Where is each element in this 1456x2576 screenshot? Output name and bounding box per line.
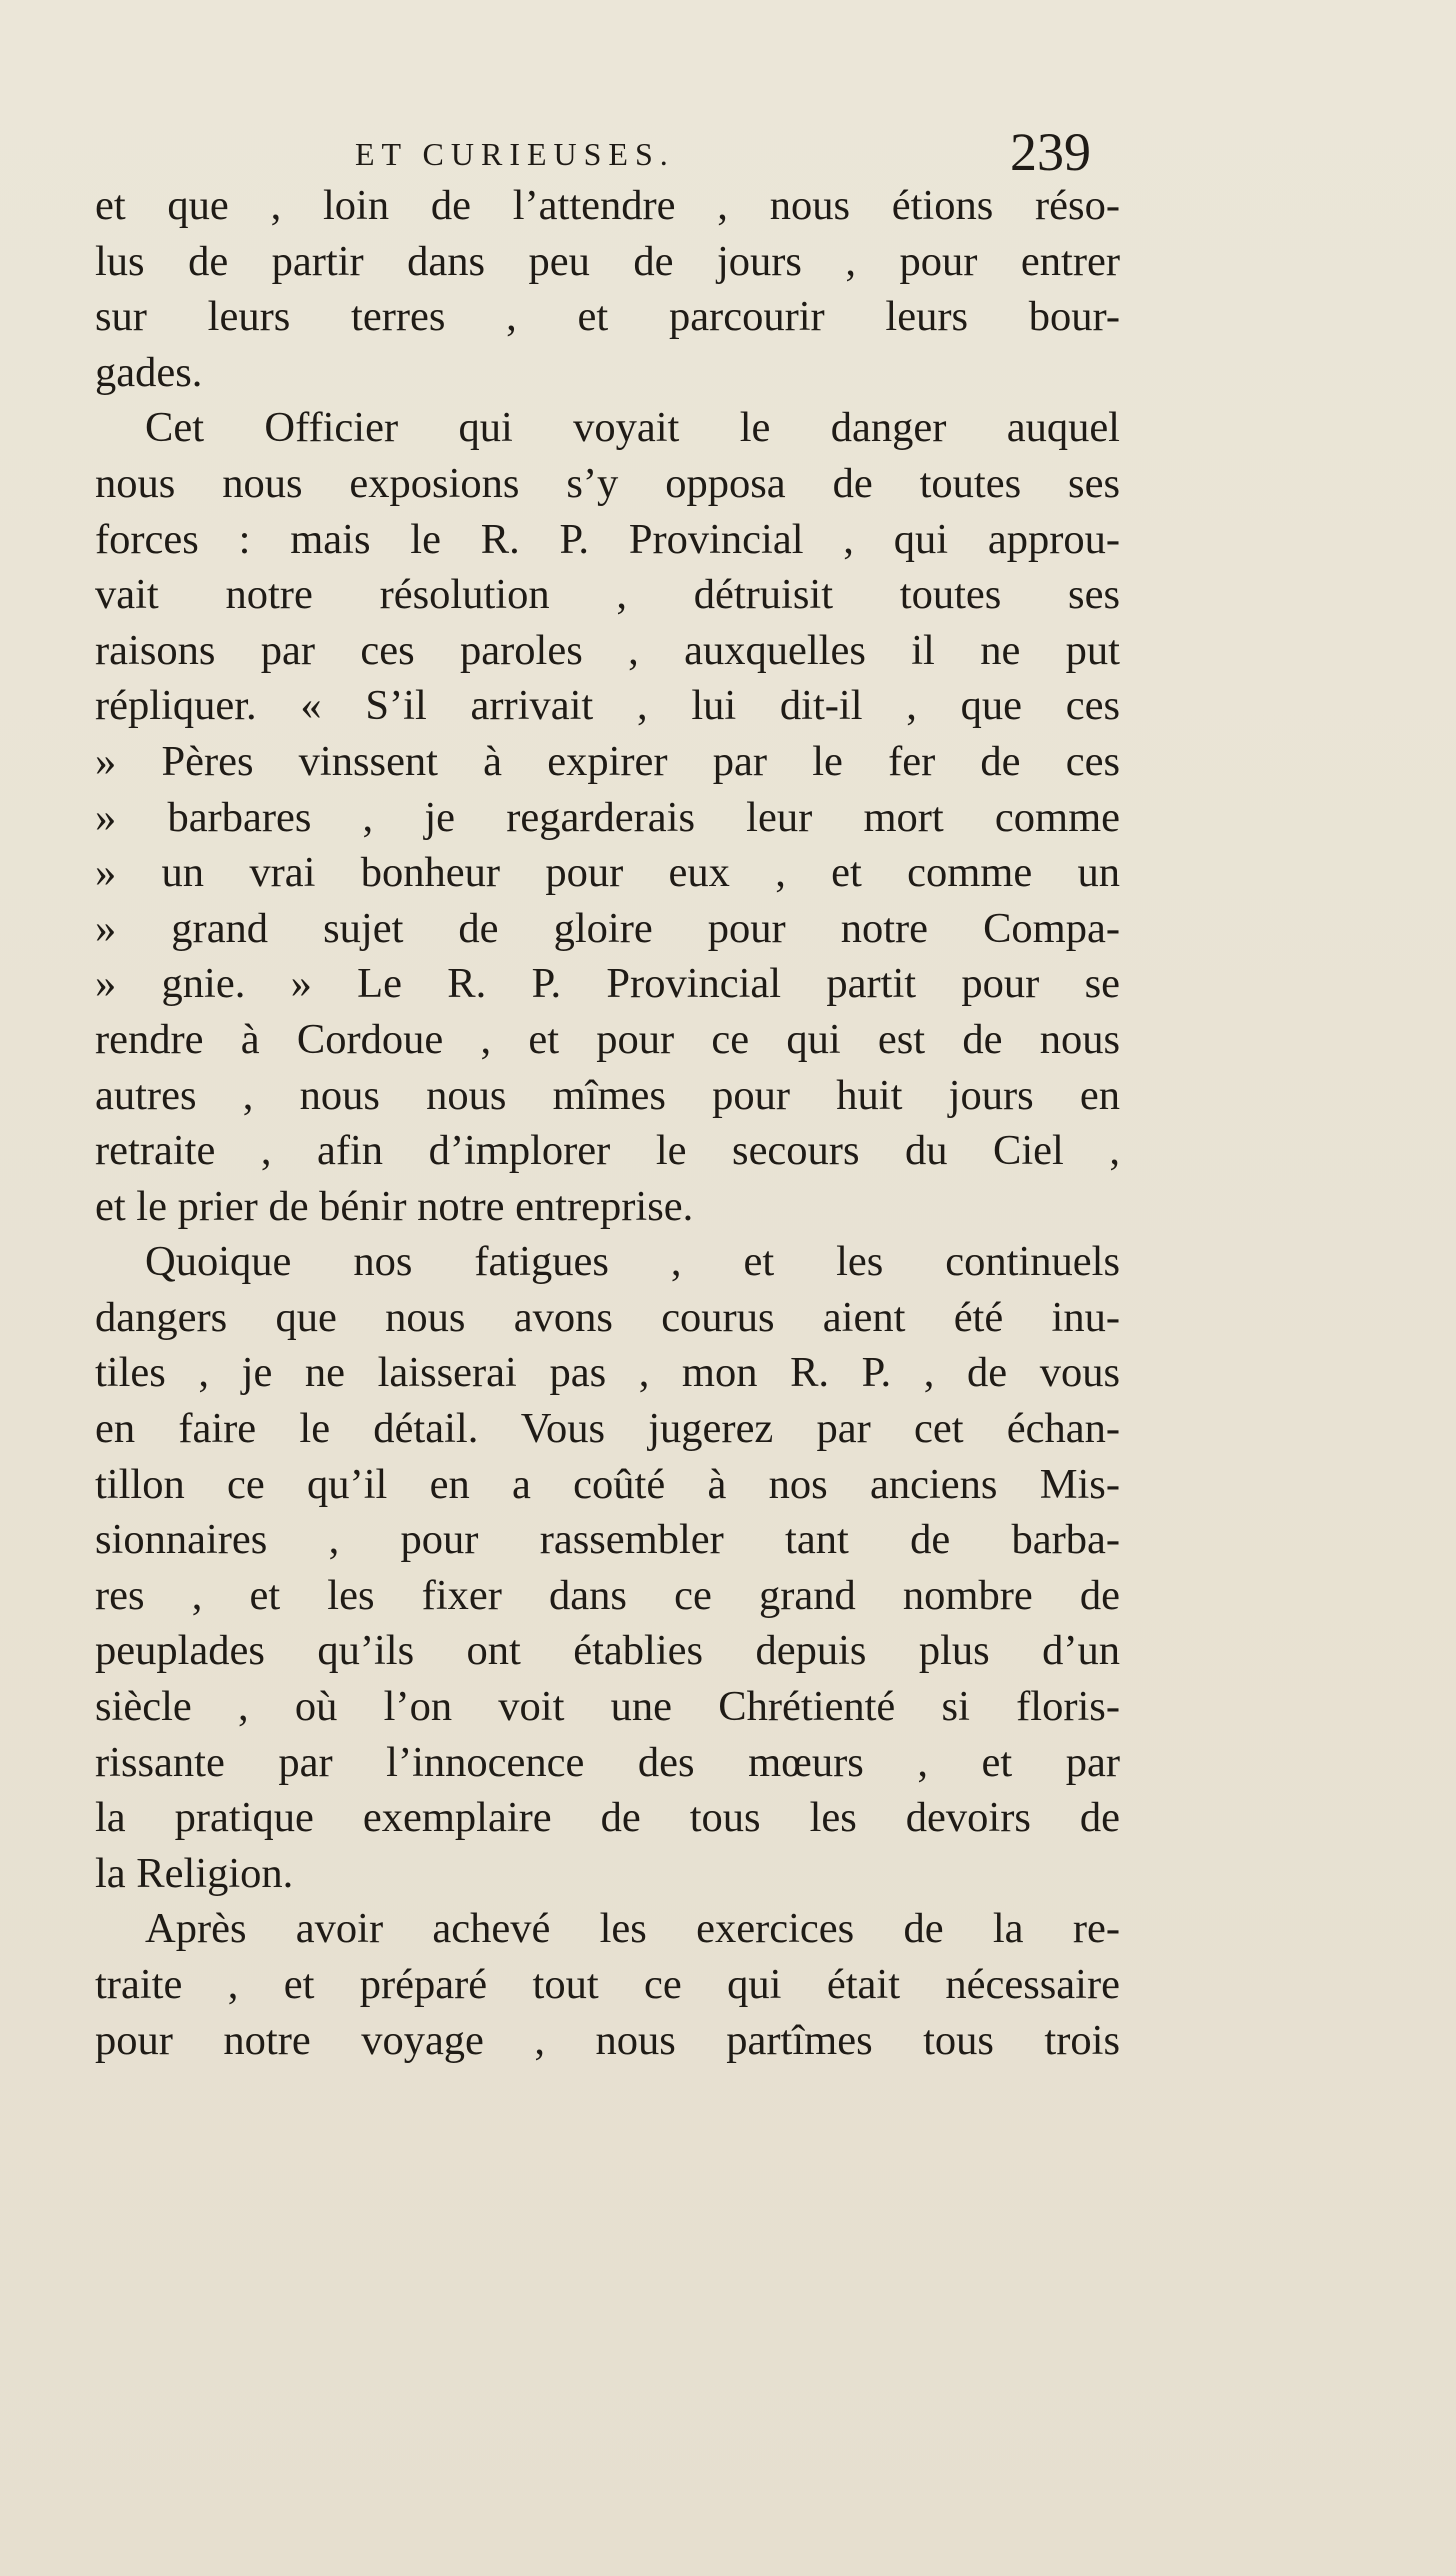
text-line: la pratique exemplaire de tous les devoirs de bbox=[95, 1794, 1120, 1842]
text-line: traite , et préparé tout ce qui était nécessaire bbox=[95, 1961, 1120, 2008]
text-line: peuplades qu’ils ont établies depuis plus d’un bbox=[95, 1627, 1120, 1675]
text-line: pour notre voyage , nous partîmes tous trois bbox=[95, 2016, 1120, 2064]
text-line: rissante par l’innocence des mœurs , et par bbox=[95, 1738, 1120, 1786]
text-line: tiles , je ne laisserai pas , mon R. P. , de vous bbox=[95, 1349, 1120, 1397]
text-line: et le prier de bénir notre entreprise. bbox=[95, 1182, 694, 1230]
text-line: retraite , afin d’implorer le secours du Ciel , bbox=[95, 1127, 1120, 1175]
text-line: en faire le détail. Vous jugerez par cet échan- bbox=[95, 1405, 1120, 1453]
text-line: lus de partir dans peu de jours , pour entrer bbox=[95, 237, 1120, 285]
text-line: dangers que nous avons courus aient été inu- bbox=[95, 1293, 1120, 1341]
text-line: répliquer. « S’il arrivait , lui dit-il , que ces bbox=[95, 682, 1120, 730]
text-line: raisons par ces paroles , auxquelles il ne put bbox=[95, 626, 1120, 674]
running-title: ET CURIEUSES. bbox=[355, 136, 675, 172]
text-line: forces : mais le R. P. Provincial , qui approu- bbox=[95, 515, 1120, 563]
text-line: et que , loin de l’attendre , nous étions réso- bbox=[95, 182, 1120, 229]
text-line: vait notre résolution , détruisit toutes ses bbox=[95, 571, 1120, 619]
text-line: » barbares , je regarderais leur mort comme bbox=[95, 793, 1120, 841]
page-header bbox=[0, 122, 1456, 182]
text-line: Cet Officier qui voyait le danger auquel bbox=[145, 404, 1120, 452]
text-line: Quoique nos fatigues , et les continuels bbox=[145, 1238, 1120, 1286]
text-line: » grand sujet de gloire pour notre Compa- bbox=[95, 904, 1120, 952]
text-line: sur leurs terres , et parcourir leurs bour- bbox=[95, 293, 1120, 341]
text-line: rendre à Cordoue , et pour ce qui est de nous bbox=[95, 1015, 1120, 1063]
body-text bbox=[95, 178, 1120, 2068]
text-line: la Religion. bbox=[95, 1849, 294, 1897]
text-line: siècle , où l’on voit une Chrétienté si floris- bbox=[95, 1683, 1120, 1731]
text-line: autres , nous nous mîmes pour huit jours en bbox=[95, 1071, 1120, 1119]
text-line: Après avoir achevé les exercices de la re- bbox=[145, 1905, 1120, 1953]
page-number: 239 bbox=[1010, 122, 1091, 182]
text-line: sionnaires , pour rassembler tant de barba- bbox=[95, 1516, 1120, 1564]
text-line: nous nous exposions s’y opposa de toutes ses bbox=[95, 459, 1120, 507]
text-line: tillon ce qu’il en a coûté à nos anciens Mis- bbox=[95, 1460, 1120, 1508]
text-line: » Pères vinssent à expirer par le fer de ces bbox=[95, 737, 1120, 785]
text-line: » un vrai bonheur pour eux , et comme un bbox=[95, 849, 1120, 897]
text-line: res , et les fixer dans ce grand nombre de bbox=[95, 1571, 1120, 1619]
text-line: gades. bbox=[95, 348, 203, 396]
text-line: » gnie. » Le R. P. Provincial partit pour se bbox=[95, 960, 1120, 1008]
